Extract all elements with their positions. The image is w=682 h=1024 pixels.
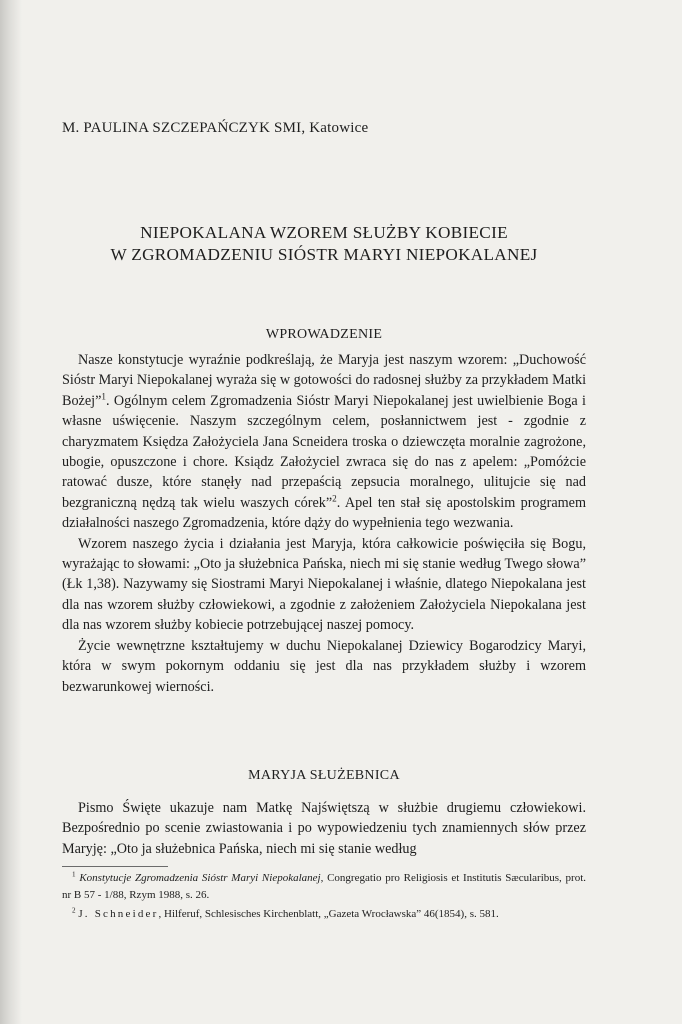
footnote-text: , Hilferuf, Schlesisches Kirchenblatt, „Gazeta Wrocławska” 46(1854), s. 581.: [158, 908, 499, 920]
footnote-marker: 1: [72, 870, 76, 879]
footnote-2: [62, 906, 586, 923]
author-line: M. PAULINA SZCZEPAŃCZYK SMI, Katowice: [62, 120, 369, 136]
footnotes: [62, 870, 586, 926]
footnote-author: J. Schneider: [78, 908, 159, 920]
paragraph-text: . Apel ten stał się apostolskim programem działalności naszego Zgromadzenia, które dąży do wypełnienia tego wezwania.: [62, 494, 587, 532]
footnote-text: Congregatio pro Religiosis et Institutis Sæcularibus, prot. nr B 57 - 1/88, Rzym 1988, s. 26.: [62, 872, 587, 901]
section-handmaid-body: [62, 798, 586, 859]
footnote-divider: [62, 866, 168, 867]
footnote-1: [62, 870, 586, 903]
footnote-marker: 2: [72, 906, 76, 915]
section-heading-introduction: WPROWADZENIE: [265, 327, 383, 342]
article-title-line-2: W ZGROMADZENIU SIÓSTR MARYI NIEPOKALANEJ: [110, 245, 538, 264]
article-title: [62, 222, 586, 266]
paragraph: [62, 350, 586, 534]
paragraph-text: Nasze konstytucje wyraźnie podkreślają, że Maryja jest naszym wzorem: „Duchowość Sióstr Maryi Niepokalanej wyraża się w gotowości do radosnej służby za przykładem Matki Bożej”: [62, 352, 587, 409]
scan-page-edge-shadow: [0, 0, 22, 1024]
paragraph-text: . Ogólnym celem Zgromadzenia Sióstr Maryi Niepokalanej jest uwielbienie Boga i własne uświęcenie. Naszym szczególnym celem, posłannictwem jest - zgodnie z charyzmatem Księdza Założyciela Jana Scneidera troska o dziewczęta moralnie zagrożone, ubogie, opuszczone i chore. Ksiądz Założyciel zwraca się do nas z apelem: „Pomóżcie ratować dusze, które stanęły nad przepaścią zepsucia moralnego, ulitujcie się nad bezgraniczną nędzą tak wielu waszych córek”: [62, 392, 586, 511]
section-heading-handmaid: MARYJA SŁUŻEBNICA: [248, 768, 400, 783]
footnote-ref-2: 2: [332, 493, 337, 504]
footnote-ref-1: 1: [101, 391, 106, 402]
section-introduction-body: [62, 350, 586, 697]
paragraph: Życie wewnętrzne kształtujemy w duchu Niepokalanej Dziewicy Bogarodzicy Maryi, która w swym pokornym oddaniu się jest dla nas przykładem służby i wzorem bezwarunkowej wierności.: [62, 637, 586, 695]
paragraph: Pismo Święte ukazuje nam Matkę Najświętszą w służbie drugiemu człowiekowi. Bezpośrednio po scenie zwiastowania i po wypowiedzeniu tych znamiennych słów przez Maryję: „Oto ja służebnica Pańska, niech mi się stanie według: [62, 800, 586, 857]
footnote-italic-title: Konstytucje Zgromadzenia Sióstr Maryi Niepokalanej,: [79, 872, 324, 884]
article-title-line-1: NIEPOKALANA WZOREM SŁUŻBY KOBIECIE: [140, 223, 508, 242]
paragraph: Wzorem naszego życia i działania jest Maryja, która całkowicie poświęciła się Bogu, wyrażając to słowami: „Oto ja służebnica Pańska, niech mi się stanie według Twego słowa” (Łk 1,38). Nazywamy się Siostrami Maryi Niepokalanej i właśnie, dlatego Niepokalana jest dla nas wzorem służby człowiekowi, a zgodnie z założeniem Założyciela Niepokalana jest dla nas wzorem służby kobiecie potrzebującej naszej pomocy.: [62, 535, 586, 634]
